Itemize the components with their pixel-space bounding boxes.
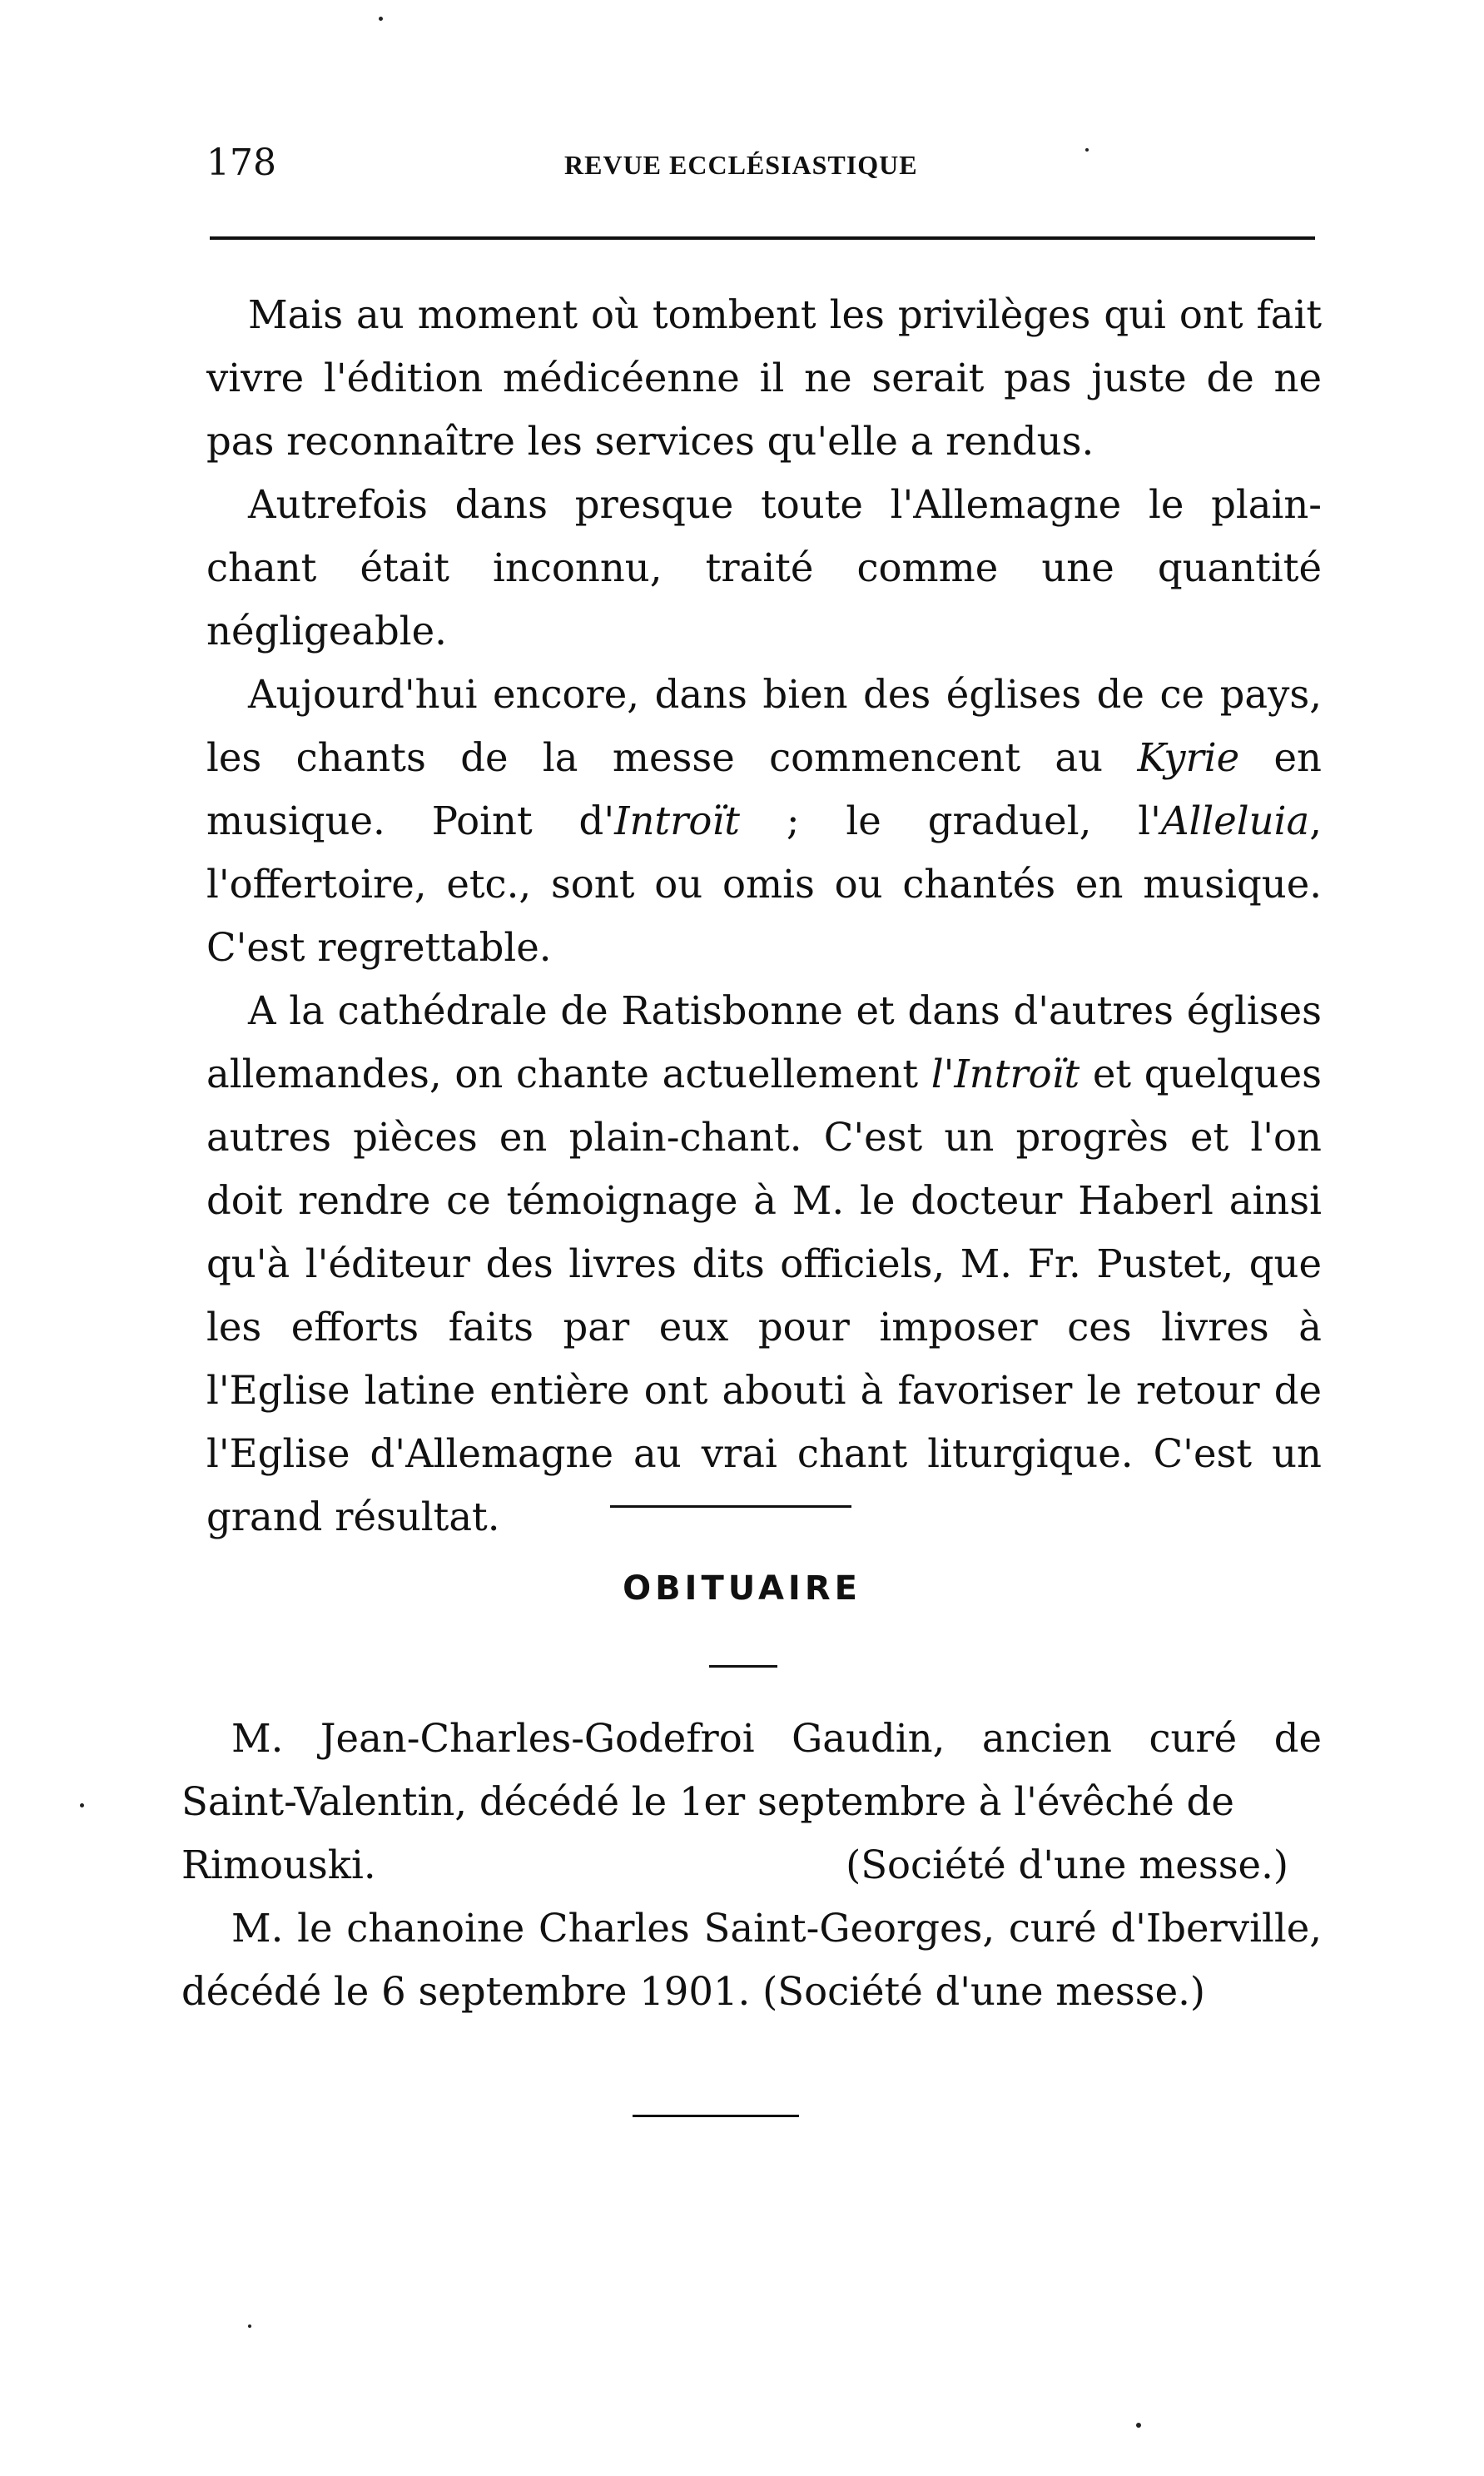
paragraph-3-part-c: ; le graduel, l' xyxy=(739,798,1161,843)
end-rule xyxy=(633,2115,799,2117)
print-speck xyxy=(1136,2423,1141,2428)
print-speck xyxy=(248,2324,251,2328)
obituary-entry-1-note: (Société d'une messe.) xyxy=(846,1842,1288,1887)
print-speck xyxy=(80,1803,84,1807)
page-header xyxy=(206,142,1322,191)
paragraph-4-part-b: et quelques autres pièces en plain-chant. C'est un progrès et l'on doit rendre ce témoignage à M. le docteur Haberl ainsi qu'à l'éditeur des livres dits officiels, M. Fr. Pustet, que les efforts faits par eux pour imposer ces livres à l'Eglise latine entière ont abouti à favoriser le retour de l'Eglise d'Allemagne au vrai chant liturgique. C'est un grand résultat. xyxy=(206,1052,1322,1539)
header-rule xyxy=(210,236,1315,240)
obituary-entry-1-end xyxy=(181,1833,1322,1897)
obituary-entry-1: M. Jean-Charles-Godefroi Gaudin, ancien curé de Saint-Valentin, décédé le 1er septembre à l'évêché de xyxy=(181,1716,1322,1824)
paragraph-4 xyxy=(206,979,1322,1549)
alleluia-term: Alleluia xyxy=(1160,798,1310,843)
paragraph-4-part-a: A la cathédrale de Ratisbonne et dans d'autres églises allemandes, on chante actuellement xyxy=(206,988,1322,1096)
print-speck xyxy=(1085,148,1089,152)
running-title: REVUE ECCLÉSIASTIQUE xyxy=(564,150,918,180)
introit-term-2: l'Introït xyxy=(931,1052,1080,1096)
page-number: 178 xyxy=(206,142,276,184)
paragraph-2: Autrefois dans presque toute l'Allemagne le plain-chant était inconnu, traité comme une quantité négligeable. xyxy=(206,482,1322,654)
paragraph-3 xyxy=(206,663,1322,979)
paragraph-1: Mais au moment où tombent les privilèges qui ont fait vivre l'édition médicéenne il ne serait pas juste de ne pas reconnaître les services qu'elle a rendus. xyxy=(206,292,1322,464)
paragraph-3-part-b: en musique. Point d' xyxy=(206,735,1322,843)
print-speck xyxy=(379,17,383,21)
obituary-body xyxy=(181,1707,1322,2023)
obituary-entry-2: M. le chanoine Charles Saint-Georges, curé d'Iberville, décédé le 6 septembre 1901. (Société d'une messe.) xyxy=(181,1906,1322,2014)
paragraph-3-part-a: Aujourd'hui encore, dans bien des églises de ce pays, les chants de la messe commencent au xyxy=(206,672,1322,780)
article-body xyxy=(206,283,1322,1549)
title-underline xyxy=(709,1665,777,1668)
obituary-title: OBITUAIRE xyxy=(623,1569,861,1608)
introit-term: Introït xyxy=(614,798,740,843)
obituary-entry-1-place: Rimouski. xyxy=(181,1842,376,1887)
section-divider xyxy=(610,1505,851,1508)
kyrie-term: Kyrie xyxy=(1137,735,1240,780)
paragraph-3-part-d: , l'offertoire, etc., sont ou omis ou chantés en musique. C'est regrettable. xyxy=(206,798,1322,970)
